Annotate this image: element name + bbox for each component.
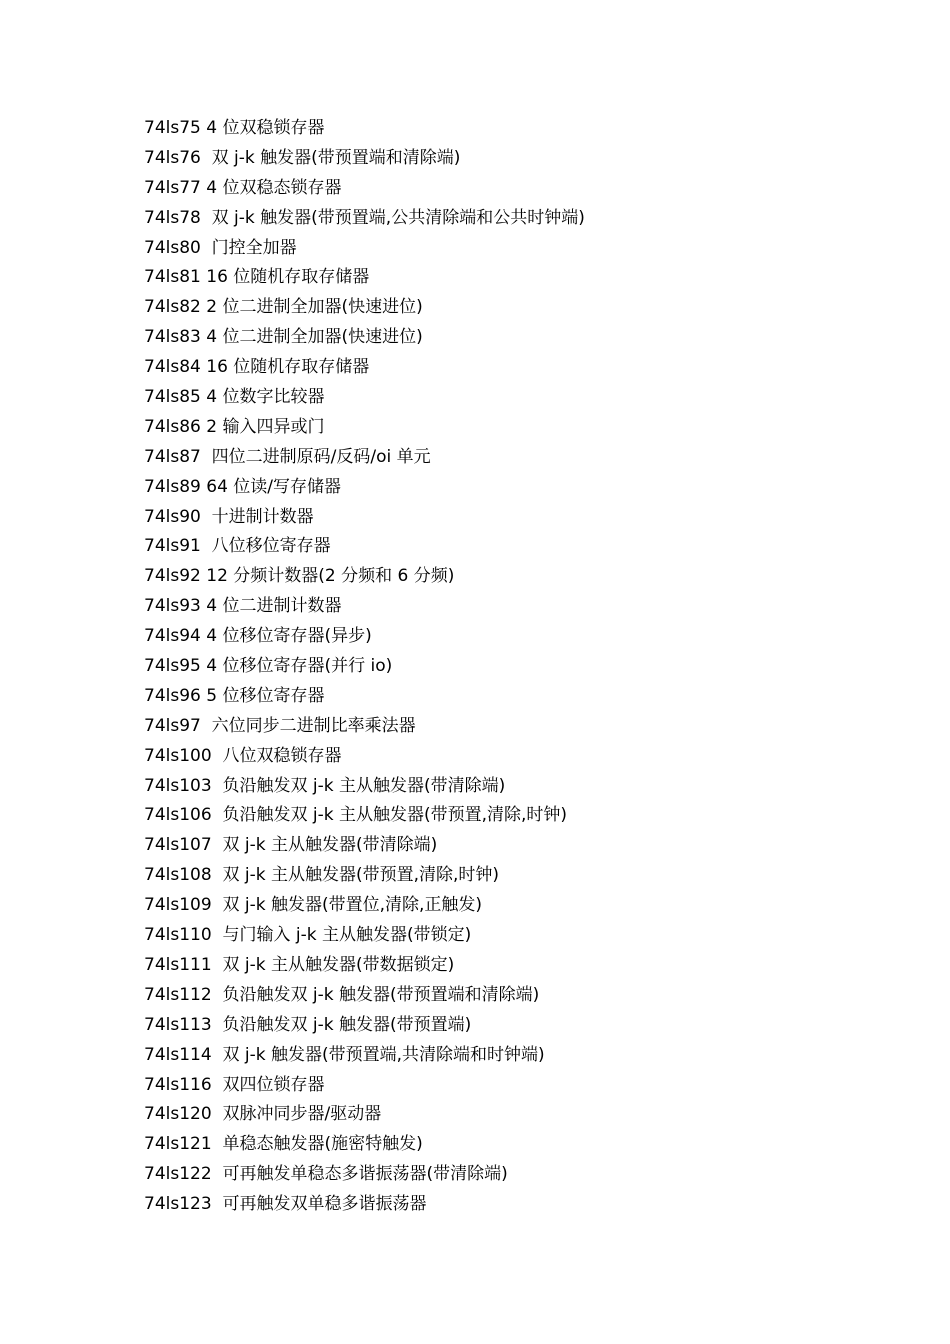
list-item: 74ls97 六位同步二进制比率乘法器 [144, 715, 416, 736]
list-item: 74ls116 双四位锁存器 [144, 1074, 325, 1095]
list-item: 74ls120 双脉冲同步器/驱动器 [144, 1104, 382, 1125]
list-item: 74ls111 双 j-k 主从触发器(带数据锁定) [144, 954, 455, 975]
list-item: 74ls123 可再触发双单稳多谐振荡器 [144, 1194, 427, 1215]
list-item: 74ls95 4 位移位寄存器(并行 io) [144, 656, 393, 677]
list-item: 74ls113 负沿触发双 j-k 触发器(带预置端) [144, 1014, 472, 1035]
list-item: 74ls109 双 j-k 触发器(带置位,清除,正触发) [144, 895, 483, 916]
list-item: 74ls106 负沿触发双 j-k 主从触发器(带预置,清除,时钟) [144, 805, 568, 826]
list-item: 74ls76 双 j-k 触发器(带预置端和清除端) [144, 147, 461, 168]
list-item: 74ls91 八位移位寄存器 [144, 536, 331, 557]
list-item: 74ls96 5 位移位寄存器 [144, 685, 325, 706]
list-item: 74ls75 4 位双稳锁存器 [144, 118, 325, 138]
list-item: 74ls83 4 位二进制全加器(快速进位) [144, 327, 423, 348]
list-item: 74ls100 八位双稳锁存器 [144, 745, 342, 766]
list-item: 74ls110 与门输入 j-k 主从触发器(带锁定) [144, 925, 472, 946]
list-item: 74ls87 四位二进制原码/反码/oi 单元 [144, 446, 431, 467]
list-item: 74ls80 门控全加器 [144, 237, 297, 258]
list-item: 74ls108 双 j-k 主从触发器(带预置,清除,时钟) [144, 865, 500, 886]
list-item: 74ls82 2 位二进制全加器(快速进位) [144, 297, 423, 318]
list-item: 74ls77 4 位双稳态锁存器 [144, 177, 342, 198]
list-item: 74ls92 12 分频计数器(2 分频和 6 分频) [144, 566, 455, 587]
list-item: 74ls94 4 位移位寄存器(异步) [144, 626, 372, 647]
list-item: 74ls84 16 位随机存取存储器 [144, 357, 370, 378]
list-item: 74ls107 双 j-k 主从触发器(带清除端) [144, 835, 438, 856]
list-item: 74ls78 双 j-k 触发器(带预置端,公共清除端和公共时钟端) [144, 207, 585, 228]
list-item: 74ls114 双 j-k 触发器(带预置端,共清除端和时钟端) [144, 1044, 545, 1065]
list-item: 74ls103 负沿触发双 j-k 主从触发器(带清除端) [144, 775, 506, 796]
list-item: 74ls121 单稳态触发器(施密特触发) [144, 1134, 423, 1155]
list-item: 74ls85 4 位数字比较器 [144, 387, 325, 408]
list-item: 74ls81 16 位随机存取存储器 [144, 267, 370, 288]
list-item: 74ls122 可再触发单稳态多谐振荡器(带清除端) [144, 1164, 508, 1185]
list-item: 74ls89 64 位读/写存储器 [144, 476, 342, 497]
list-item: 74ls93 4 位二进制计数器 [144, 596, 342, 617]
chip-list [144, 114, 585, 1220]
list-item: 74ls90 十进制计数器 [144, 506, 314, 527]
list-item: 74ls112 负沿触发双 j-k 触发器(带预置端和清除端) [144, 984, 540, 1005]
list-item: 74ls86 2 输入四异或门 [144, 416, 325, 437]
